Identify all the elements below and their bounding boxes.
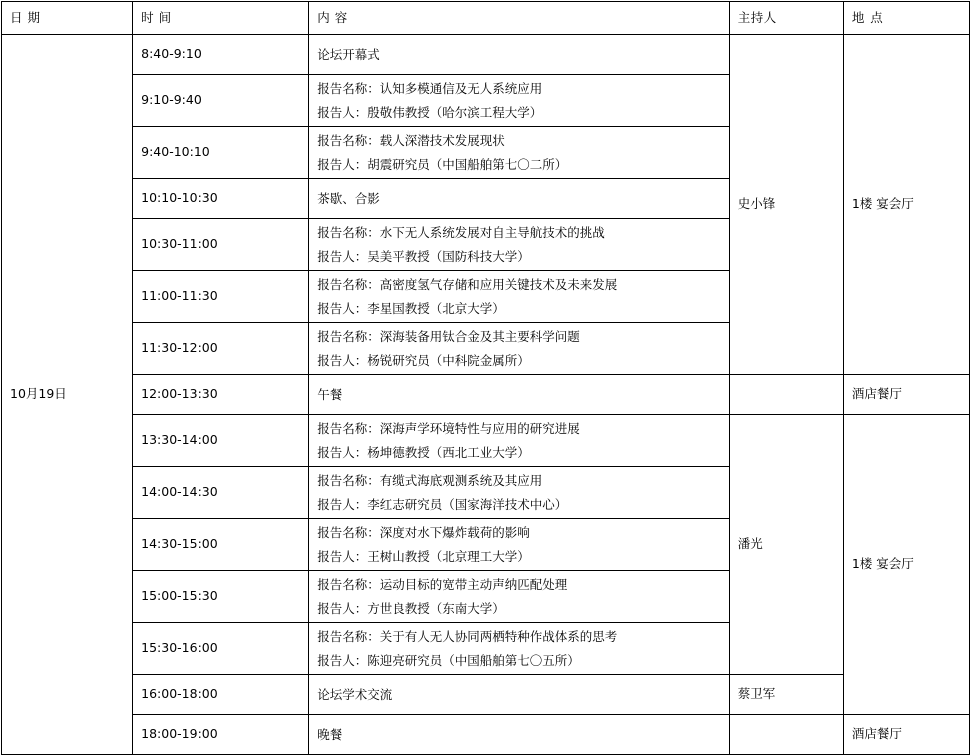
table-header-row [2, 2, 970, 35]
place-cell: 1楼 宴会厅 [843, 415, 969, 715]
content-cell [309, 127, 729, 179]
time-cell: 10:10-10:30 [133, 179, 309, 219]
time-cell: 11:00-11:30 [133, 271, 309, 323]
content-line: 报告名称：高密度氢气存储和应用关键技术及未来发展 [317, 276, 618, 292]
time-cell: 9:10-9:40 [133, 75, 309, 127]
content-line: 报告人：杨锐研究员（中科院金属所） [317, 352, 530, 368]
header-content: 内 容 [309, 2, 729, 35]
content-cell [309, 415, 729, 467]
content-line: 报告人：李红志研究员（国家海洋技术中心） [317, 496, 568, 512]
content-line: 报告名称：关于有人无人协同两栖特种作战体系的思考 [317, 628, 618, 644]
content-line: 报告名称：深海装备用钛合金及其主要科学问题 [317, 328, 580, 344]
content-line: 报告人：李星国教授（北京大学） [317, 300, 505, 316]
table-row [2, 415, 970, 467]
header-time: 时 间 [133, 2, 309, 35]
content-cell [309, 75, 729, 127]
time-cell: 15:30-16:00 [133, 623, 309, 675]
content-cell [309, 219, 729, 271]
host-cell: 蔡卫军 [729, 675, 843, 715]
time-cell: 18:00-19:00 [133, 715, 309, 755]
content-cell [309, 271, 729, 323]
header-host: 主持人 [729, 2, 843, 35]
content-line: 报告人：杨坤德教授（西北工业大学） [317, 444, 530, 460]
content-line: 报告人：方世良教授（东南大学） [317, 600, 505, 616]
content-line: 报告名称：载人深潜技术发展现状 [317, 132, 505, 148]
content-cell [309, 35, 729, 75]
time-cell: 16:00-18:00 [133, 675, 309, 715]
content-line: 报告人：胡震研究员（中国船舶第七〇二所） [317, 156, 568, 172]
place-cell: 酒店餐厅 [843, 375, 969, 415]
content-cell [309, 571, 729, 623]
content-cell [309, 675, 729, 715]
time-cell: 10:30-11:00 [133, 219, 309, 271]
time-cell: 8:40-9:10 [133, 35, 309, 75]
content-cell [309, 375, 729, 415]
time-cell: 11:30-12:00 [133, 323, 309, 375]
table-row [2, 675, 970, 715]
content-line: 茶歇、合影 [317, 190, 380, 206]
host-cell: 潘光 [729, 415, 843, 675]
time-cell: 9:40-10:10 [133, 127, 309, 179]
schedule-table [1, 1, 970, 755]
content-cell [309, 715, 729, 755]
content-line: 论坛学术交流 [317, 686, 393, 702]
content-cell [309, 519, 729, 571]
content-line: 报告名称：有缆式海底观测系统及其应用 [317, 472, 543, 488]
content-line: 晚餐 [317, 726, 343, 742]
schedule-page [0, 1, 971, 742]
host-cell [729, 715, 843, 755]
content-cell [309, 179, 729, 219]
content-line: 报告人：陈迎亮研究员（中国船舶第七〇五所） [317, 652, 580, 668]
table-row [2, 35, 970, 75]
content-line: 报告人：吴美平教授（国防科技大学） [317, 248, 530, 264]
time-cell: 13:30-14:00 [133, 415, 309, 467]
content-cell [309, 623, 729, 675]
place-cell: 酒店餐厅 [843, 715, 969, 755]
place-cell: 1楼 宴会厅 [843, 35, 969, 375]
content-cell [309, 323, 729, 375]
header-place: 地 点 [843, 2, 969, 35]
time-cell: 15:00-15:30 [133, 571, 309, 623]
content-line: 午餐 [317, 386, 343, 402]
content-line: 报告名称：水下无人系统发展对自主导航技术的挑战 [317, 224, 605, 240]
content-line: 报告人：王树山教授（北京理工大学） [317, 548, 530, 564]
host-cell [729, 375, 843, 415]
time-cell: 12:00-13:30 [133, 375, 309, 415]
table-row [2, 375, 970, 415]
content-line: 报告名称：运动目标的宽带主动声纳匹配处理 [317, 576, 568, 592]
content-line: 报告名称：深度对水下爆炸载荷的影响 [317, 524, 530, 540]
host-cell: 史小锋 [729, 35, 843, 375]
time-cell: 14:00-14:30 [133, 467, 309, 519]
content-line: 论坛开幕式 [317, 46, 380, 62]
content-line: 报告人：殷敬伟教授（哈尔滨工程大学） [317, 104, 543, 120]
content-line: 报告名称：认知多模通信及无人系统应用 [317, 80, 543, 96]
time-cell: 14:30-15:00 [133, 519, 309, 571]
content-line: 报告名称：深海声学环境特性与应用的研究进展 [317, 420, 580, 436]
date-cell: 10月19日 [2, 35, 133, 755]
content-cell [309, 467, 729, 519]
table-row [2, 715, 970, 755]
header-date: 日 期 [2, 2, 133, 35]
